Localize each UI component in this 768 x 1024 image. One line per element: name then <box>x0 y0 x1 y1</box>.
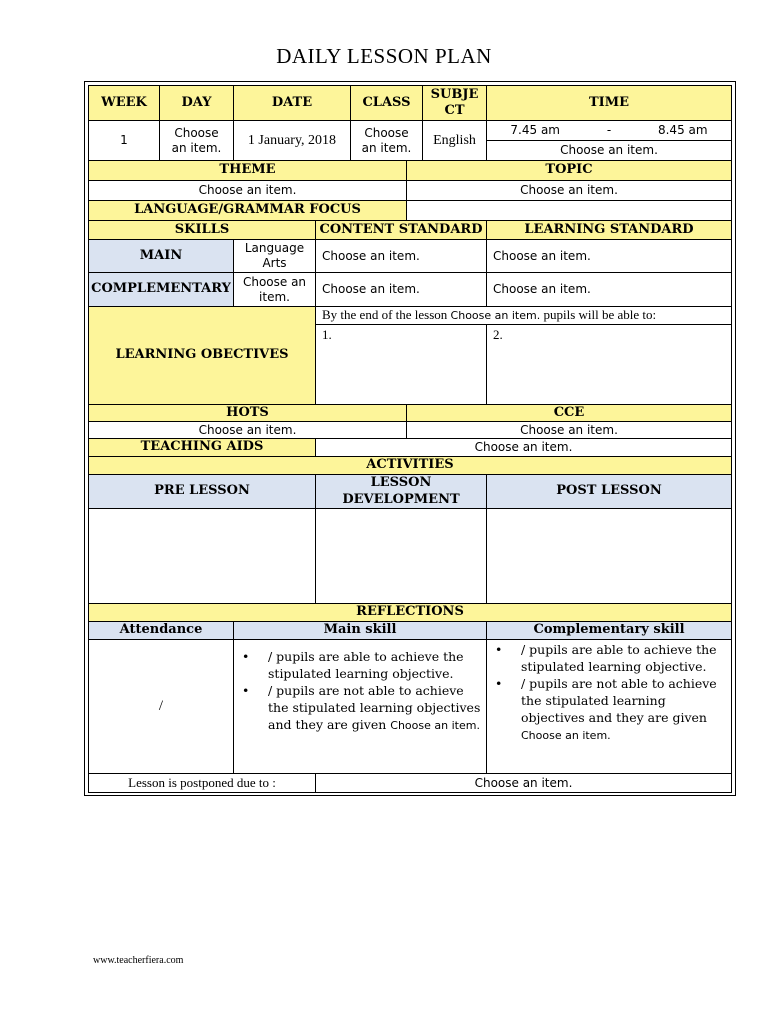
objectives-dropdown[interactable]: Choose an item. <box>450 308 541 322</box>
subject-value[interactable]: English <box>422 120 487 161</box>
main-content-dropdown[interactable]: Choose an item. <box>315 239 487 273</box>
theme-dropdown[interactable]: Choose an item. <box>88 180 407 201</box>
pre-lesson-field[interactable] <box>88 508 316 604</box>
time-start: 7.45 am <box>510 123 560 137</box>
topic-header: TOPIC <box>406 160 732 181</box>
page-title: DAILY LESSON PLAN <box>276 44 492 68</box>
main-reflection-dropdown[interactable]: Choose an item. <box>390 719 480 732</box>
week-header: WEEK <box>88 85 160 121</box>
main-skill-label: MAIN <box>88 239 234 273</box>
theme-header: THEME <box>88 160 407 181</box>
learning-standard-header: LEARNING STANDARD <box>486 220 732 240</box>
objective-1-field[interactable]: 1. <box>315 324 487 405</box>
language-focus-value[interactable] <box>406 200 732 221</box>
objectives-intro-tail: pupils will be able to: <box>543 307 657 323</box>
time-header: TIME <box>486 85 732 121</box>
postponed-label: Lesson is postponed due to : <box>88 773 316 793</box>
teaching-aids-label: TEACHING AIDS <box>88 438 316 457</box>
main-skill-reflection-header: Main skill <box>233 621 487 640</box>
date-value[interactable]: 1 January, 2018 <box>233 120 351 161</box>
cce-header: CCE <box>406 404 732 422</box>
skills-header: SKILLS <box>88 220 316 240</box>
language-focus-header: LANGUAGE/GRAMMAR FOCUS <box>88 200 407 221</box>
learning-objectives-label: LEARNING OBECTIVES <box>88 306 316 405</box>
time-end: 8.45 am <box>657 123 708 137</box>
comp-reflection-dropdown[interactable]: Choose an item. <box>521 729 611 742</box>
subject-header: SUBJE CT <box>422 85 487 121</box>
pre-lesson-header: PRE LESSON <box>88 474 316 509</box>
main-reflection-achieved: • / pupils are able to achieve the stipulated learning objective. <box>268 648 486 682</box>
day-dropdown[interactable]: Choose an item. <box>159 120 234 161</box>
content-standard-header: CONTENT STANDARD <box>315 220 487 240</box>
hots-dropdown[interactable]: Choose an item. <box>88 421 407 439</box>
complementary-skill-label: COMPLEMENTARY <box>88 272 234 307</box>
day-header: DAY <box>159 85 234 121</box>
complementary-skill-reflection-header: Complementary skill <box>486 621 732 640</box>
main-skill-reflection[interactable] <box>233 639 487 774</box>
attendance-header: Attendance <box>88 621 234 640</box>
topic-dropdown[interactable]: Choose an item. <box>406 180 732 201</box>
date-header: DATE <box>233 85 351 121</box>
attendance-field[interactable]: / <box>88 639 234 774</box>
time-dropdown[interactable]: Choose an item. <box>486 140 732 161</box>
complementary-learning-dropdown[interactable]: Choose an item. <box>486 272 732 307</box>
objectives-intro <box>315 306 732 325</box>
teaching-aids-dropdown[interactable]: Choose an item. <box>315 438 732 457</box>
time-range[interactable] <box>486 120 732 141</box>
postponed-dropdown[interactable]: Choose an item. <box>315 773 732 793</box>
comp-reflection-not-achieved <box>521 675 731 744</box>
class-dropdown[interactable]: Choose an item. <box>350 120 423 161</box>
week-value[interactable]: 1 <box>88 120 160 161</box>
reflections-header: REFLECTIONS <box>88 603 732 622</box>
post-lesson-field[interactable] <box>486 508 732 604</box>
time-dash: - <box>606 123 612 137</box>
complementary-skill-reflection-list <box>487 641 731 744</box>
main-skill-reflection-list <box>234 648 486 734</box>
comp-reflection-not-achieved-text: / pupils are not able to achieve the stipulated learning objectives and they are given <box>521 676 717 725</box>
activities-header: ACTIVITIES <box>88 456 732 475</box>
footer-url[interactable]: www.teacherfiera.com <box>93 955 184 966</box>
objective-2-field[interactable]: 2. <box>486 324 732 405</box>
main-reflection-not-achieved <box>268 682 486 734</box>
objectives-intro-text: By the end of the lesson <box>322 307 448 323</box>
post-lesson-header: POST LESSON <box>486 474 732 509</box>
complementary-content-dropdown[interactable]: Choose an item. <box>315 272 487 307</box>
cce-dropdown[interactable]: Choose an item. <box>406 421 732 439</box>
lesson-development-header: LESSON DEVELOPMENT <box>315 474 487 509</box>
main-reflection-not-achieved-text: / pupils are not able to achieve the stipulated learning objectives and they are given <box>268 683 481 732</box>
main-skill-dropdown[interactable]: Language Arts <box>233 239 316 273</box>
lesson-development-field[interactable] <box>315 508 487 604</box>
complementary-skill-dropdown[interactable]: Choose an item. <box>233 272 316 307</box>
complementary-skill-reflection[interactable] <box>486 639 732 774</box>
class-header: CLASS <box>350 85 423 121</box>
main-learning-dropdown[interactable]: Choose an item. <box>486 239 732 273</box>
comp-reflection-achieved: • / pupils are able to achieve the stipulated learning objective. <box>521 641 731 675</box>
hots-header: HOTS <box>88 404 407 422</box>
